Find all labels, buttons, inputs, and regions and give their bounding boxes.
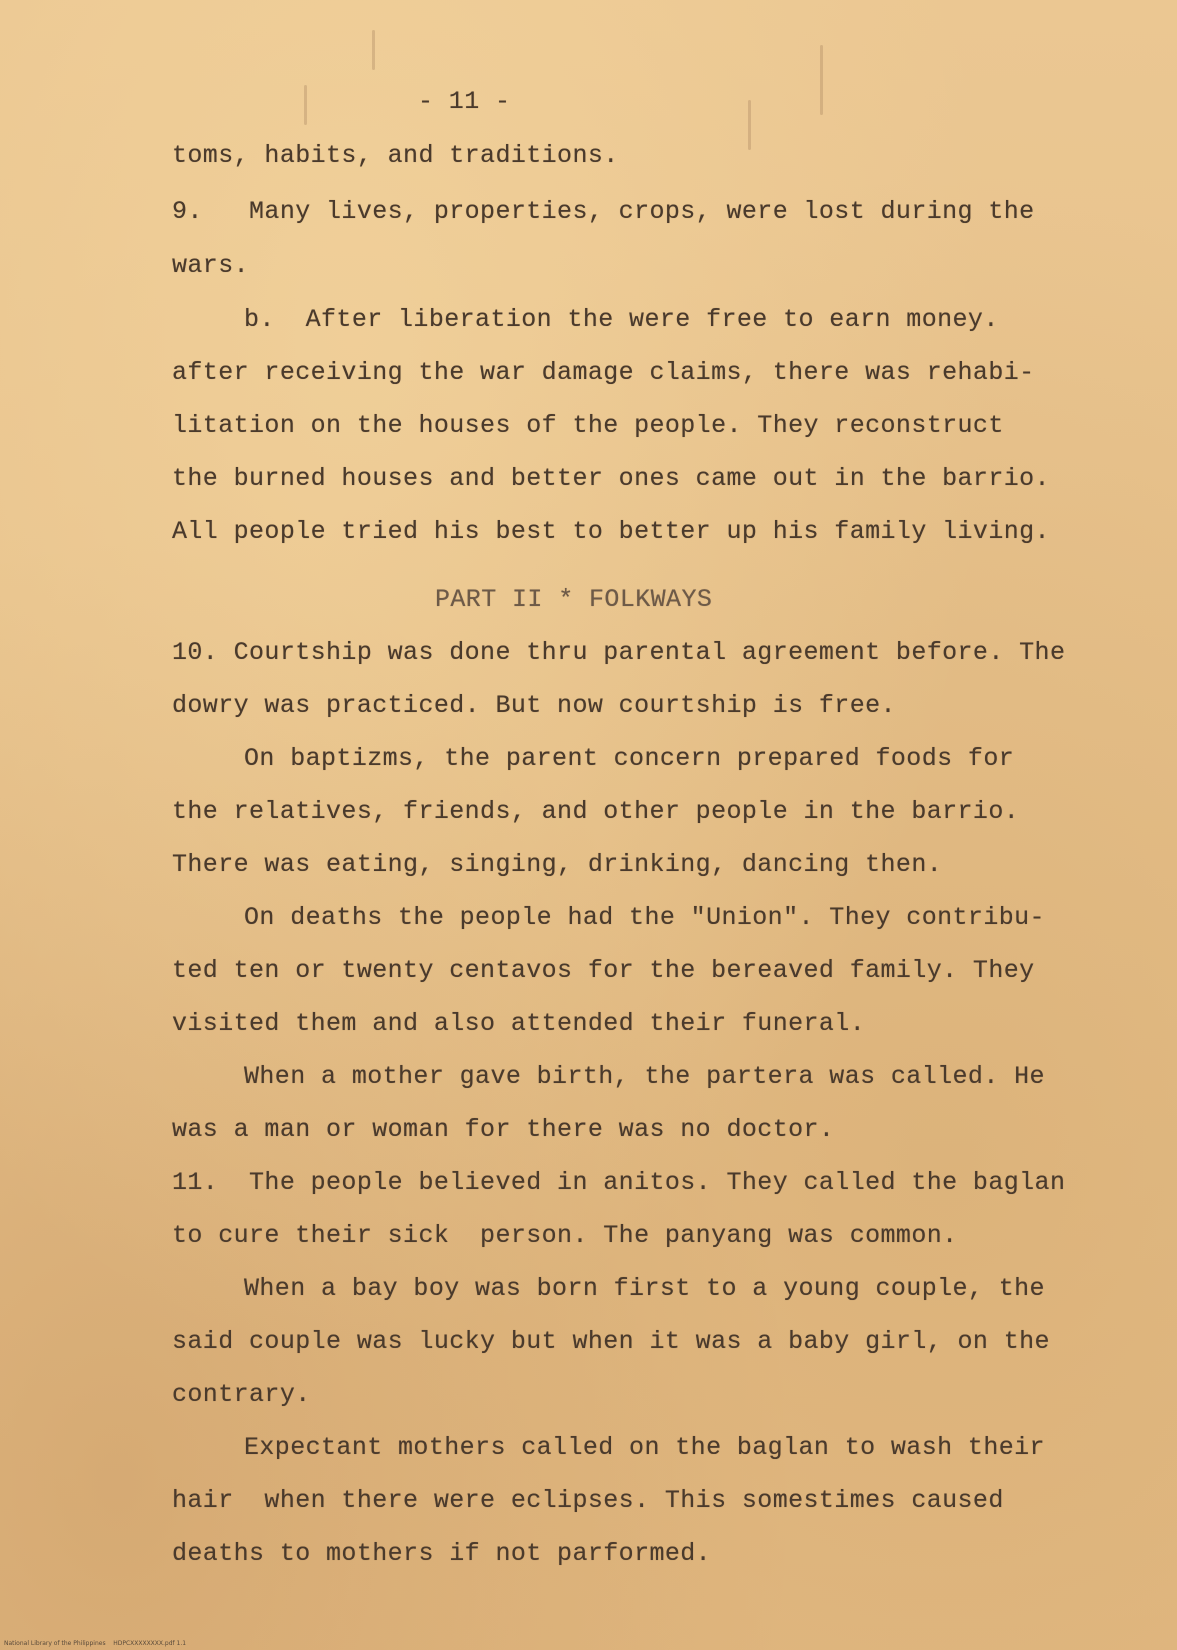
text-line: the relatives, friends, and other people in the barrio. <box>172 797 1020 826</box>
text-line: Expectant mothers called on the baglan to wash their <box>244 1433 1045 1462</box>
text-line: visited them and also attended their funeral. <box>172 1009 866 1038</box>
text-line: When a bay boy was born first to a young couple, the <box>244 1274 1045 1303</box>
text-line: All people tried his best to better up his family living. <box>172 517 1050 546</box>
text-line: When a mother gave birth, the partera was called. He <box>244 1062 1045 1091</box>
paper-crease <box>820 45 823 115</box>
text-line: 11. The people believed in anitos. They called the baglan <box>172 1168 1066 1197</box>
scan-footer: National Library of the Philippines HDPCXXXXXXXX.pdf 1.1 <box>4 1640 187 1647</box>
text-line: deaths to mothers if not parformed. <box>172 1539 712 1568</box>
text-line: after receiving the war damage claims, there was rehabi- <box>172 358 1035 387</box>
text-line: the burned houses and better ones came out in the barrio. <box>172 464 1050 493</box>
paper-crease <box>304 85 307 125</box>
text-line: said couple was lucky but when it was a baby girl, on the <box>172 1327 1050 1356</box>
text-line: litation on the houses of the people. They reconstruct <box>172 411 1004 440</box>
text-line: dowry was practiced. But now courtship is free. <box>172 691 896 720</box>
text-line: toms, habits, and traditions. <box>172 141 619 170</box>
text-line: ted ten or twenty centavos for the bereaved family. They <box>172 956 1035 985</box>
text-line: wars. <box>172 251 250 280</box>
text-line: On deaths the people had the "Union". They contribu- <box>244 903 1045 932</box>
text-line: On baptizms, the parent concern prepared foods for <box>244 744 1015 773</box>
text-line: b. After liberation the were free to earn money. <box>244 305 999 334</box>
page-number: - 11 - <box>418 87 511 116</box>
text-line: hair when there were eclipses. This somestimes caused <box>172 1486 1004 1515</box>
paper-crease <box>372 30 375 70</box>
text-line: 9. Many lives, properties, crops, were lost during the <box>172 197 1035 226</box>
text-line: 10. Courtship was done thru parental agreement before. The <box>172 638 1066 667</box>
text-line: was a man or woman for there was no doctor. <box>172 1115 835 1144</box>
section-heading: PART II * FOLKWAYS <box>435 585 713 614</box>
text-line: to cure their sick person. The panyang was common. <box>172 1221 958 1250</box>
paper-crease <box>748 100 751 150</box>
text-line: contrary. <box>172 1380 311 1409</box>
text-line: There was eating, singing, drinking, dancing then. <box>172 850 943 879</box>
